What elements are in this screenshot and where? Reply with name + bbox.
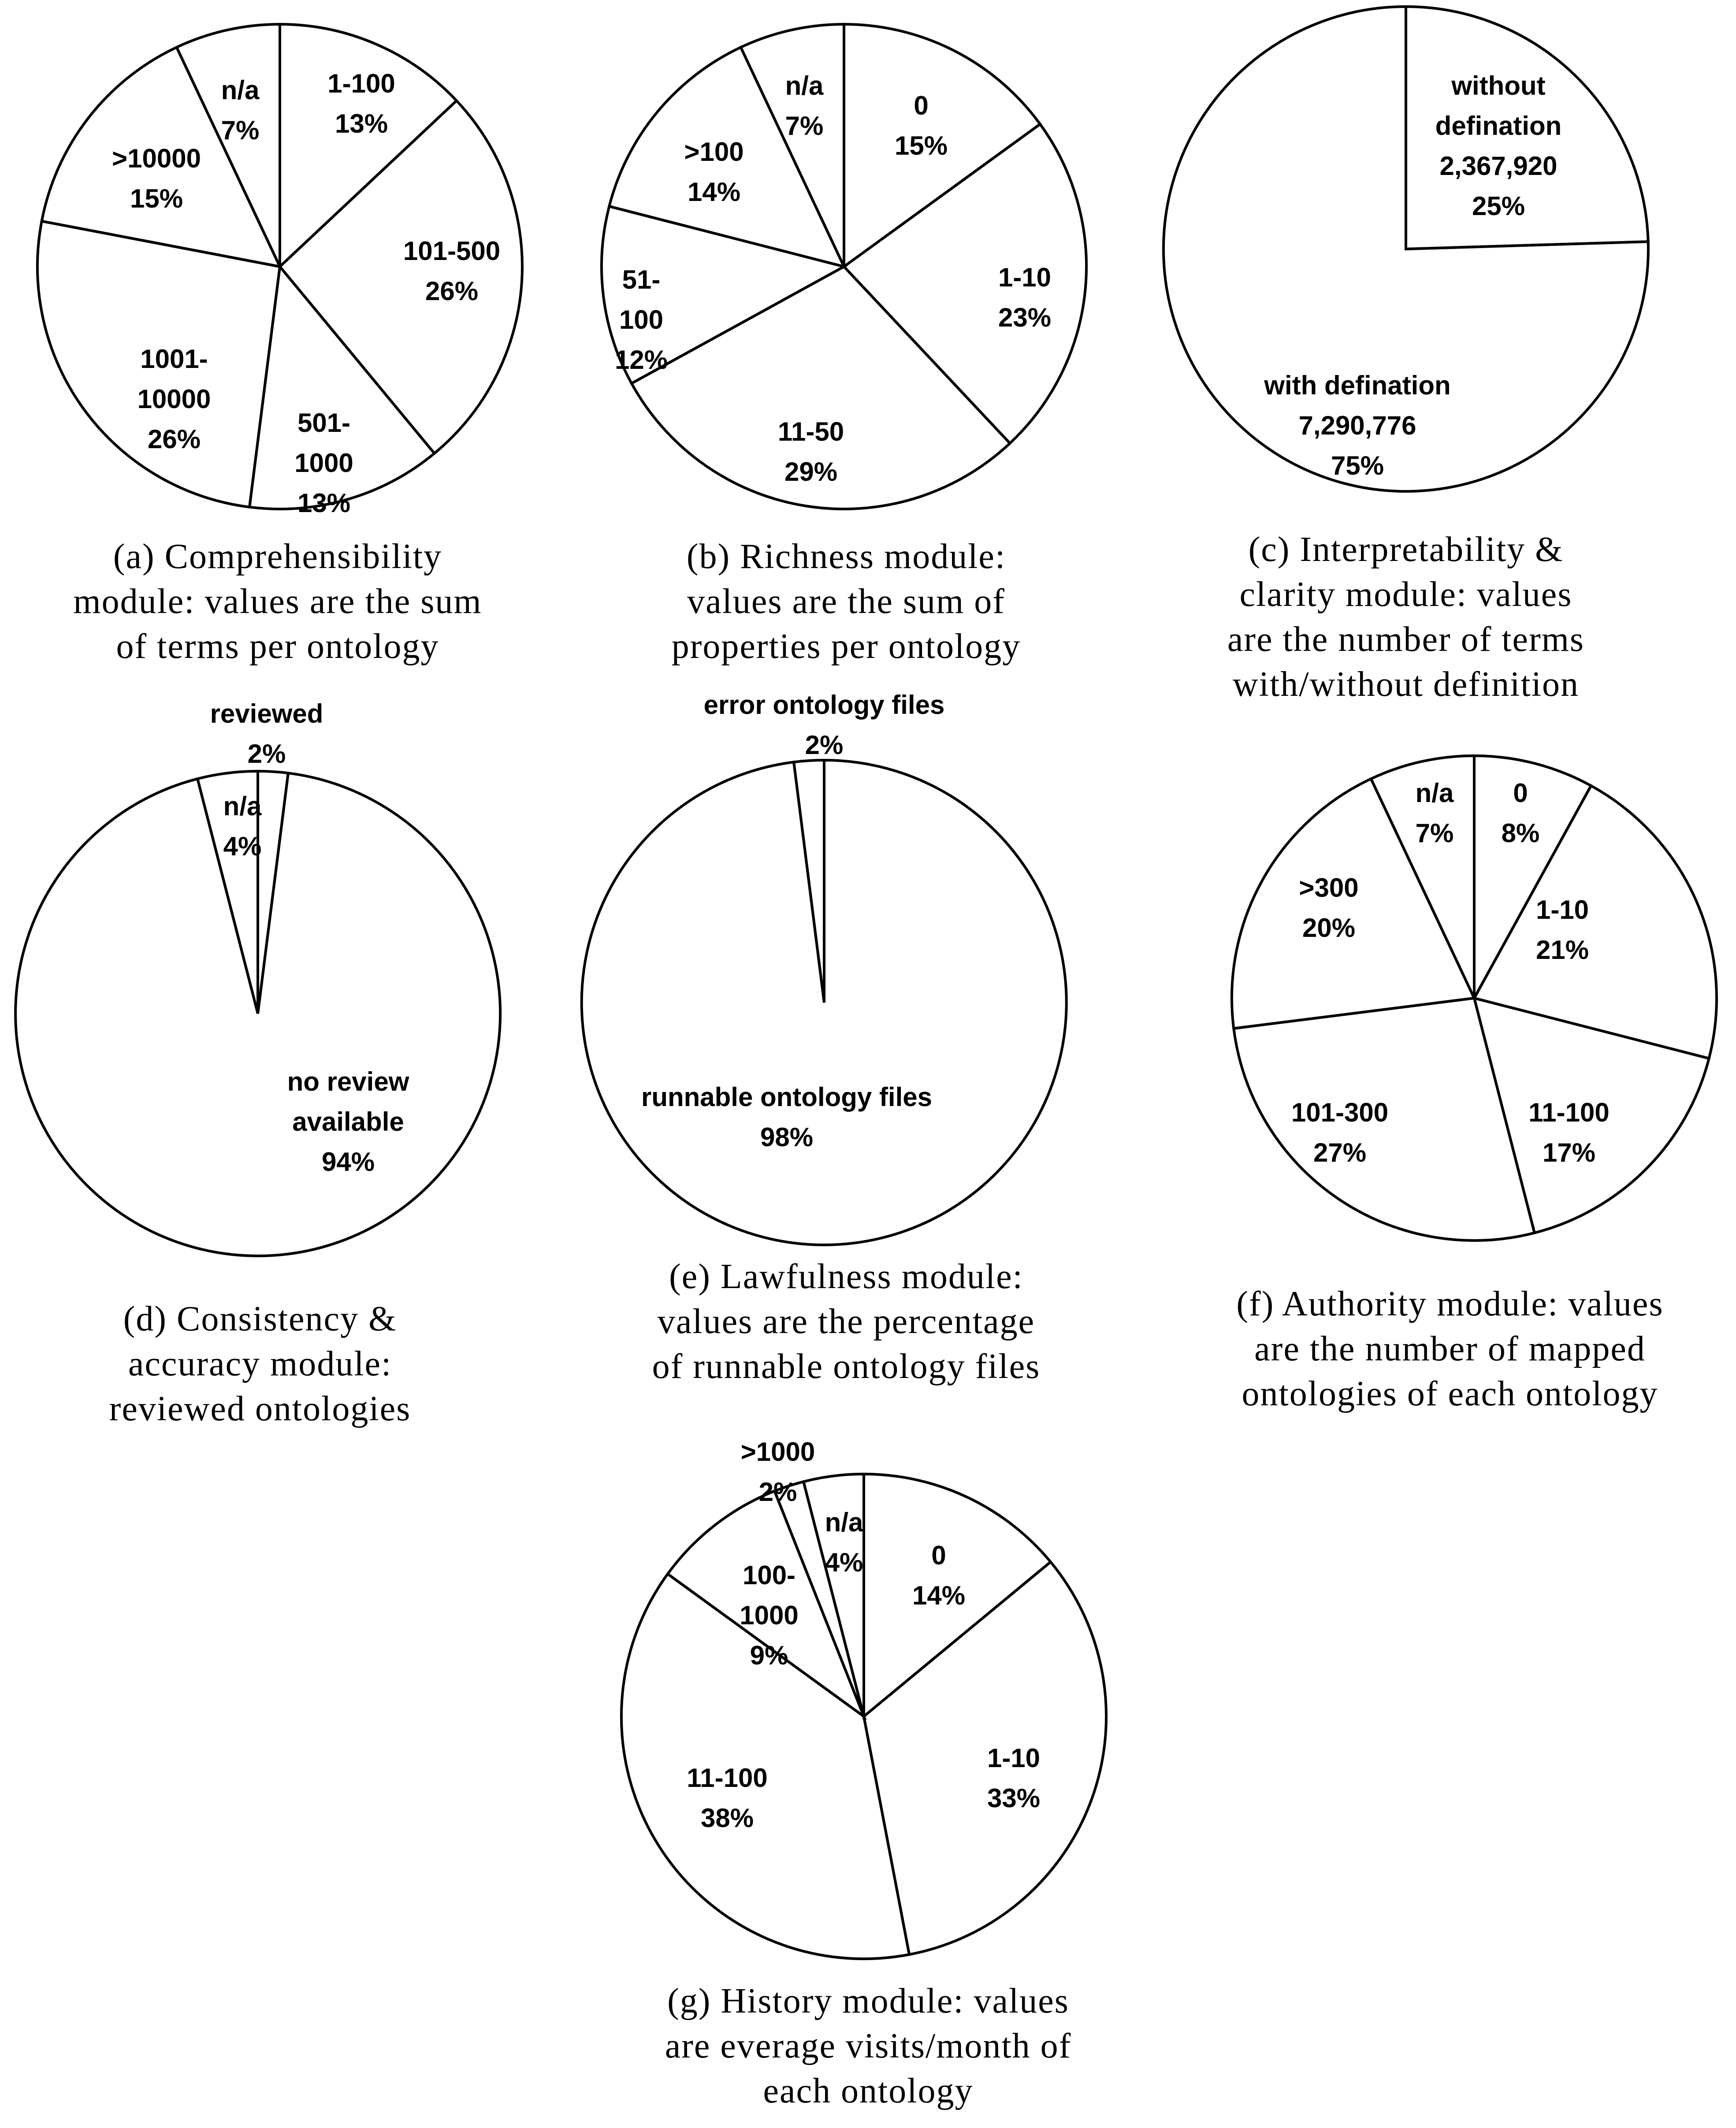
slice-label-line: n/a bbox=[223, 791, 262, 821]
slice-label-line: 10000 bbox=[137, 384, 211, 414]
slice-label-line: 26% bbox=[425, 276, 479, 306]
slice-label-line: without bbox=[1451, 71, 1546, 100]
slice-label-line: 38% bbox=[700, 1803, 754, 1833]
slice-label-line: 98% bbox=[760, 1122, 814, 1152]
slice-label-line: 8% bbox=[1501, 818, 1540, 848]
caption-line: module: values are the sum bbox=[73, 582, 482, 621]
slice-label-line: 14% bbox=[687, 177, 741, 207]
slice-label-line: 7% bbox=[785, 111, 824, 141]
slice-label-line: 94% bbox=[321, 1147, 375, 1177]
pie-slice bbox=[864, 1562, 1106, 1954]
caption-line: values are the sum of bbox=[687, 582, 1005, 621]
slice-label bbox=[998, 263, 1051, 332]
slice-label-line: 0 bbox=[1513, 778, 1528, 808]
slice-label-line: 11-50 bbox=[777, 417, 844, 446]
slice-label bbox=[221, 75, 260, 145]
caption-line: (d) Consistency & bbox=[123, 1300, 397, 1338]
caption-line: accuracy module: bbox=[128, 1344, 392, 1383]
caption-line: each ontology bbox=[763, 2072, 974, 2110]
slice-label-line: 1-10 bbox=[987, 1743, 1041, 1773]
slice-label bbox=[294, 408, 353, 518]
pie-slice bbox=[794, 760, 824, 1003]
slice-label-line: 7% bbox=[221, 115, 260, 145]
slice-label-line: n/a bbox=[825, 1508, 863, 1537]
caption-e bbox=[586, 1254, 1106, 1389]
slice-label bbox=[287, 1067, 409, 1177]
slice-label-line: 51- bbox=[622, 265, 661, 294]
slice-label-line: n/a bbox=[221, 75, 260, 105]
slice-label bbox=[895, 91, 948, 160]
slice-label-line: >10000 bbox=[112, 144, 201, 173]
slice-label-line: n/a bbox=[1415, 778, 1454, 808]
slice-label-line: 2% bbox=[805, 730, 844, 760]
slice-label-line: 14% bbox=[912, 1581, 966, 1610]
slice-label-line: 501- bbox=[297, 408, 351, 438]
slice-label bbox=[1536, 895, 1589, 965]
slice-label bbox=[778, 417, 844, 487]
slice-label bbox=[1299, 873, 1358, 943]
slice-label-line: no review bbox=[287, 1067, 409, 1096]
slice-label bbox=[987, 1743, 1040, 1813]
caption-line: (b) Richness module: bbox=[686, 537, 1006, 576]
slice-label bbox=[403, 236, 500, 306]
slice-label-line: 1000 bbox=[740, 1601, 799, 1630]
slice-label-line: available bbox=[292, 1107, 404, 1136]
slice-label-line: 0 bbox=[931, 1541, 946, 1570]
caption-line: (g) History module: values bbox=[667, 1982, 1069, 2020]
pie-chart-b bbox=[602, 24, 1086, 509]
slice-label-line: 75% bbox=[1331, 451, 1384, 480]
pie-slice bbox=[1232, 779, 1474, 1029]
slice-label bbox=[740, 1560, 798, 1670]
slice-label-line: with defination bbox=[1264, 371, 1451, 400]
caption-line: properties per ontology bbox=[671, 627, 1021, 666]
pie-chart-d bbox=[15, 699, 500, 1256]
caption-line: values are the percentage bbox=[657, 1302, 1035, 1341]
caption-line: are everage visits/month of bbox=[665, 2027, 1072, 2065]
slice-label-line: 29% bbox=[784, 457, 838, 487]
slice-label-line: >1000 bbox=[740, 1437, 815, 1467]
slice-label-line: 20% bbox=[1302, 913, 1356, 943]
slice-label-line: error ontology files bbox=[703, 690, 945, 720]
slice-label-line: 1000 bbox=[294, 448, 353, 478]
slice-label bbox=[327, 69, 395, 138]
slice-label-line: 11-100 bbox=[1528, 1098, 1610, 1127]
caption-line: of runnable ontology files bbox=[652, 1347, 1041, 1386]
caption-b bbox=[586, 534, 1106, 669]
slice-label-line: reviewed bbox=[210, 699, 323, 728]
slice-label-line: 13% bbox=[297, 488, 351, 518]
slice-label-line: 27% bbox=[1313, 1138, 1367, 1167]
caption-line: ontologies of each ontology bbox=[1242, 1374, 1658, 1413]
slice-label-line: 11-100 bbox=[687, 1763, 768, 1793]
slice-label bbox=[112, 144, 201, 213]
slice-label-line: 101-500 bbox=[403, 236, 501, 266]
caption-c bbox=[1146, 527, 1666, 707]
slice-label-line: >300 bbox=[1299, 873, 1359, 902]
slice-label bbox=[138, 344, 211, 454]
caption-line: are the number of terms bbox=[1227, 620, 1585, 659]
slice-label-line: 4% bbox=[825, 1548, 863, 1577]
slice-label bbox=[704, 690, 945, 760]
caption-d bbox=[0, 1296, 520, 1431]
slice-label-line: >100 bbox=[684, 137, 744, 167]
slice-label bbox=[641, 1082, 932, 1152]
slice-label-line: 15% bbox=[894, 131, 948, 160]
slice-label bbox=[912, 1541, 965, 1610]
slice-label-line: runnable ontology files bbox=[641, 1082, 933, 1112]
slice-label-line: 21% bbox=[1535, 935, 1589, 965]
caption-line: reviewed ontologies bbox=[109, 1389, 411, 1428]
slice-label-line: 1001- bbox=[140, 344, 208, 374]
slice-label-line: 15% bbox=[130, 184, 183, 213]
slice-label bbox=[223, 791, 262, 861]
slice-label-line: 2% bbox=[247, 739, 286, 769]
slice-label-line: 25% bbox=[1472, 191, 1525, 221]
slice-label-line: 12% bbox=[614, 345, 668, 375]
slice-label bbox=[687, 1763, 768, 1833]
slice-label-line: 2% bbox=[758, 1477, 797, 1507]
slice-label bbox=[1435, 71, 1562, 221]
slice-label bbox=[825, 1508, 863, 1577]
caption-line: with/without definition bbox=[1233, 665, 1579, 704]
caption-a bbox=[18, 534, 538, 669]
slice-label bbox=[741, 1437, 815, 1507]
caption-line: (f) Authority module: values bbox=[1236, 1285, 1664, 1323]
slice-label-line: 26% bbox=[147, 424, 201, 454]
slice-label-line: 33% bbox=[987, 1783, 1041, 1813]
caption-line: (c) Interpretability & bbox=[1248, 530, 1564, 569]
slice-label bbox=[210, 699, 323, 769]
slice-label-line: 7,290,776 bbox=[1298, 411, 1416, 440]
slice-label-line: 100 bbox=[619, 305, 664, 334]
slice-label bbox=[1502, 778, 1540, 848]
caption-f bbox=[1190, 1281, 1710, 1416]
slice-label bbox=[684, 137, 743, 207]
slice-label bbox=[1291, 1098, 1388, 1167]
pie-chart-f bbox=[1232, 756, 1717, 1240]
slice-label-line: 0 bbox=[914, 91, 929, 120]
slice-label-line: defination bbox=[1435, 111, 1562, 141]
slice-label bbox=[785, 71, 824, 141]
slice-label-line: 23% bbox=[998, 303, 1052, 332]
slice-label bbox=[615, 265, 668, 375]
pie-chart-e bbox=[582, 690, 1067, 1245]
slice-label-line: 100- bbox=[742, 1560, 796, 1590]
caption-line: of terms per ontology bbox=[116, 627, 439, 666]
pie-chart-g bbox=[621, 1437, 1106, 1959]
slice-label-line: 2,367,920 bbox=[1439, 151, 1558, 181]
pie-chart-a bbox=[37, 24, 522, 518]
slice-label-line: 101-300 bbox=[1291, 1098, 1389, 1127]
caption-g bbox=[608, 1979, 1128, 2113]
slice-label bbox=[1528, 1098, 1610, 1167]
pie-slice bbox=[280, 24, 457, 267]
slice-label-line: 4% bbox=[223, 832, 262, 861]
slice-label-line: 1-100 bbox=[327, 69, 395, 98]
pie-slice bbox=[741, 24, 844, 267]
pie-slice bbox=[280, 101, 522, 453]
slice-label-line: 13% bbox=[335, 109, 388, 138]
slice-label-line: 9% bbox=[750, 1641, 788, 1670]
caption-line: are the number of mapped bbox=[1254, 1330, 1646, 1368]
slice-label-line: 17% bbox=[1542, 1138, 1596, 1167]
slice-label-line: 1-10 bbox=[998, 263, 1052, 292]
caption-line: clarity module: values bbox=[1239, 575, 1572, 614]
caption-line: (e) Lawfulness module: bbox=[669, 1257, 1023, 1296]
caption-line: (a) Comprehensibility bbox=[113, 537, 442, 576]
slice-label-line: n/a bbox=[785, 71, 824, 100]
slice-label-line: 7% bbox=[1415, 818, 1454, 848]
slice-label-line: 1-10 bbox=[1535, 895, 1589, 925]
slice-label bbox=[1416, 778, 1454, 848]
pie-chart-c bbox=[1164, 7, 1648, 491]
